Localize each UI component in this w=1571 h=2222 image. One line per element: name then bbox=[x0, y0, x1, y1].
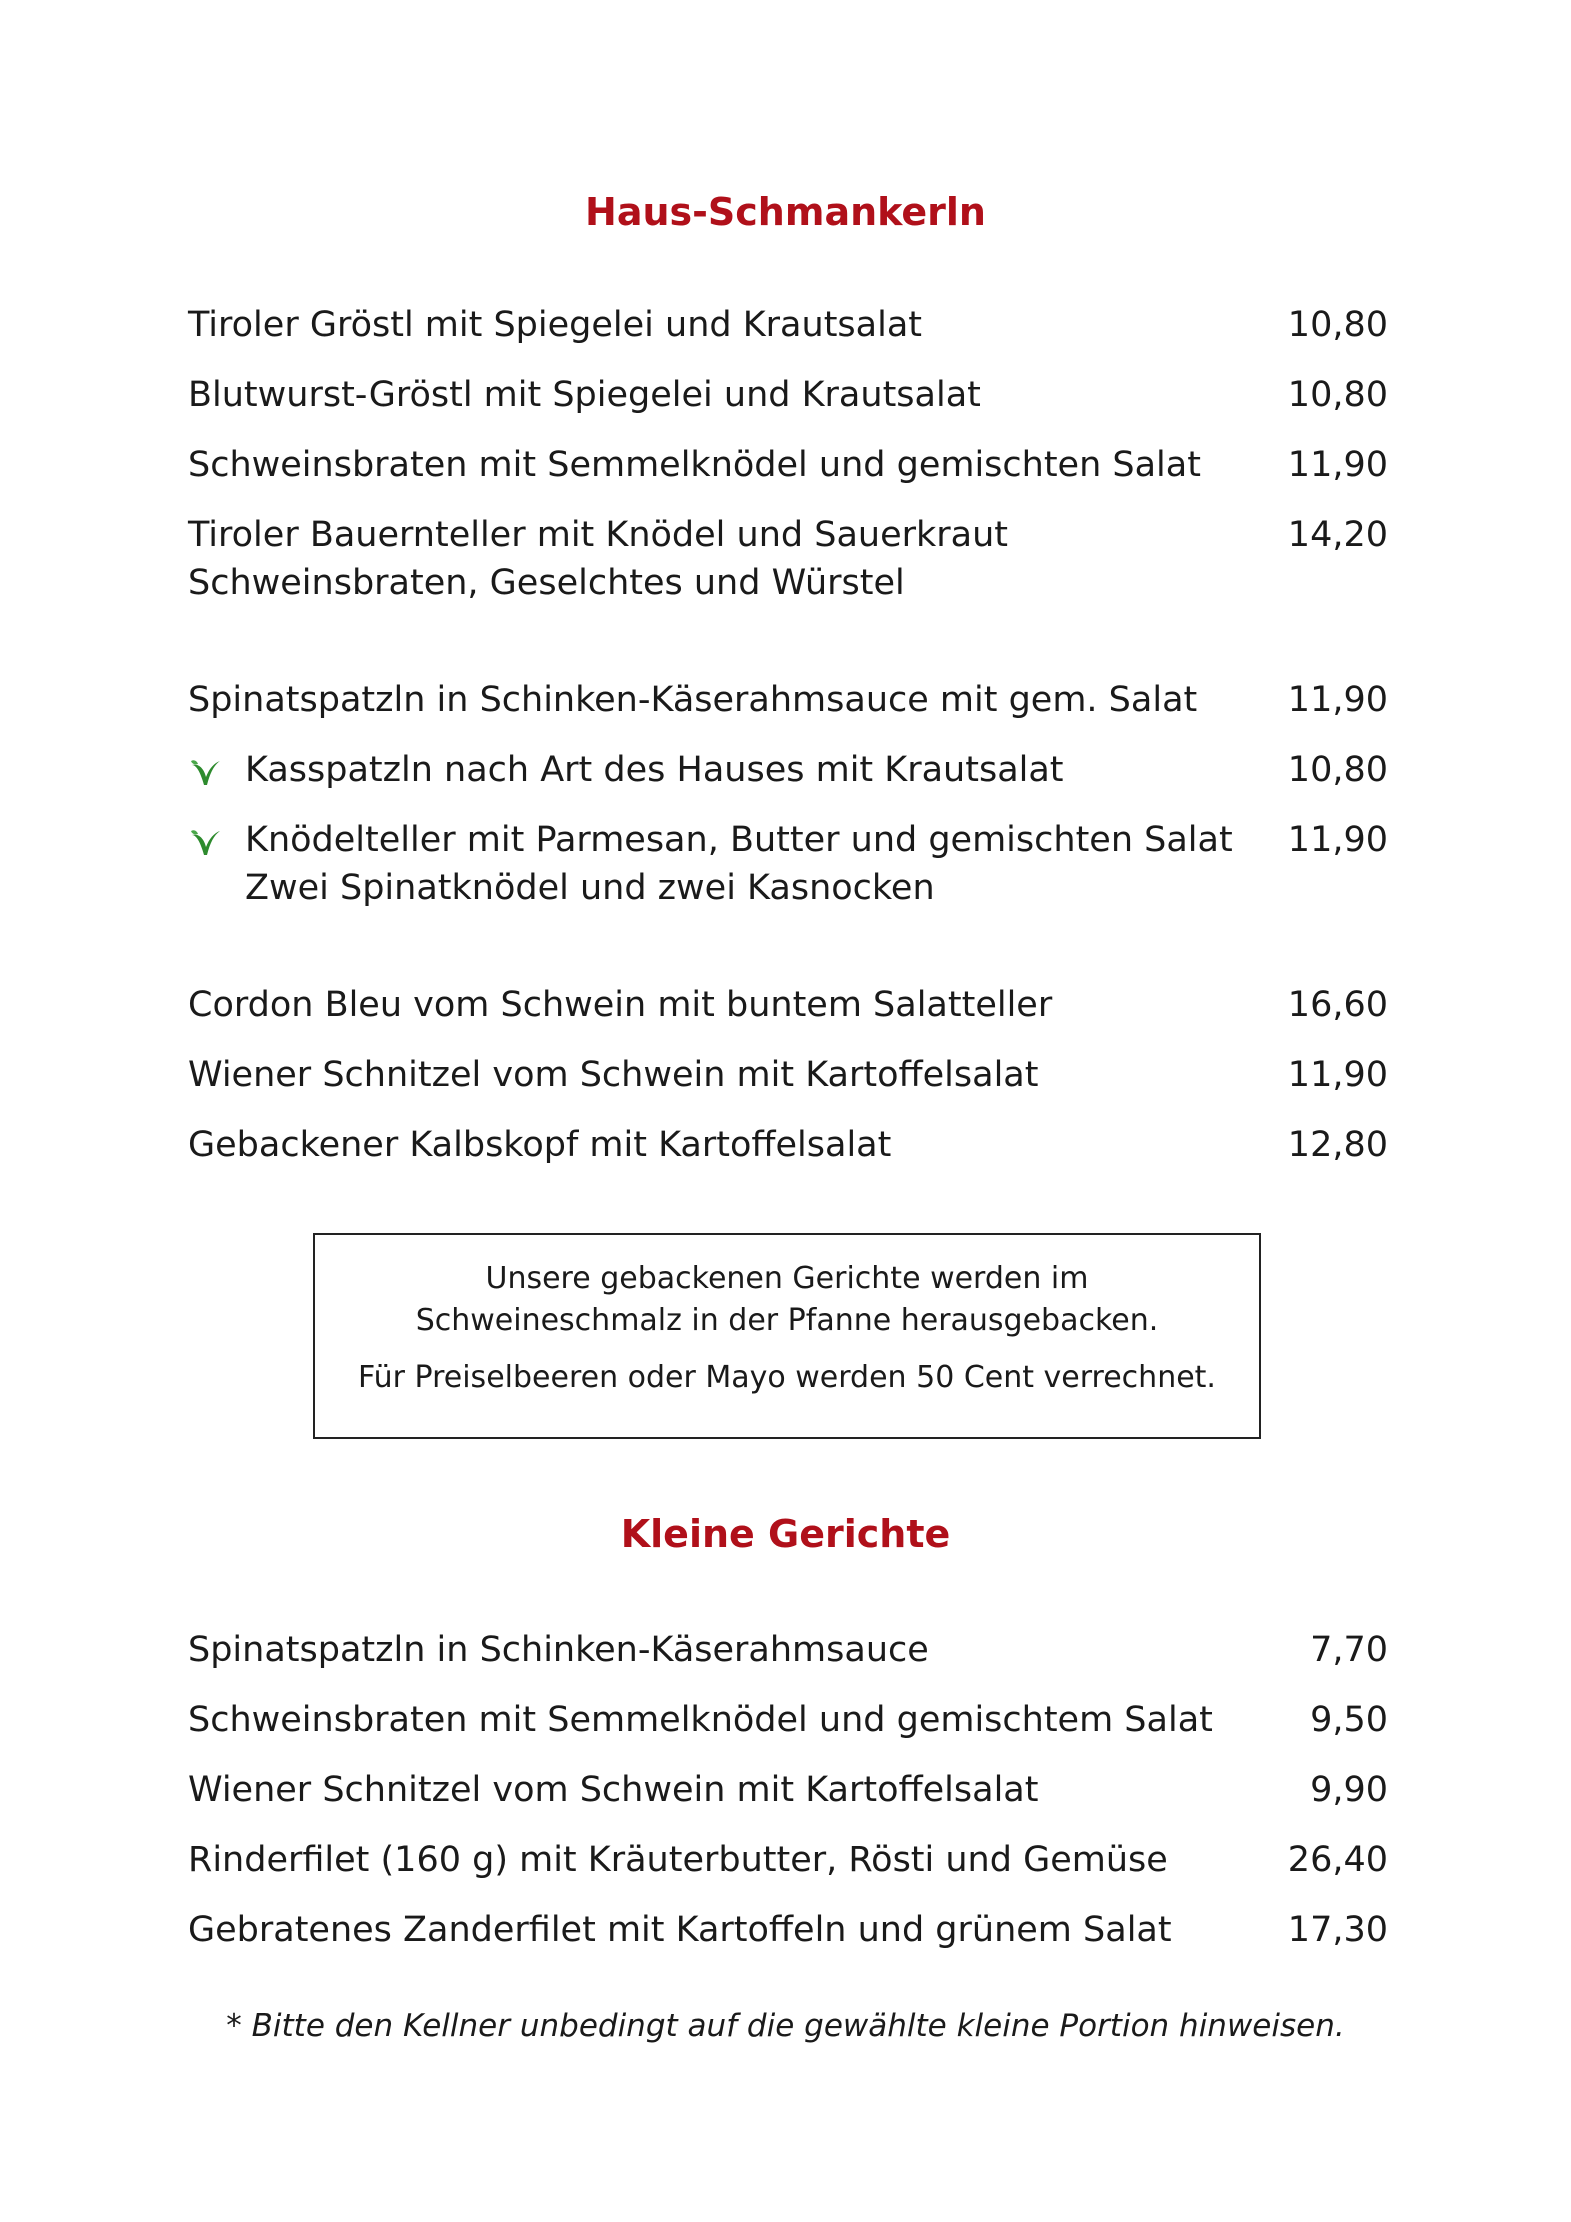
menu-item-price: 10,80 bbox=[1287, 305, 1388, 345]
section-title: Haus-Schmankerln bbox=[585, 190, 986, 234]
menu-item-price: 11,90 bbox=[1287, 680, 1388, 720]
leaf-icon bbox=[188, 825, 224, 861]
menu-item-description: Schweinsbraten, Geselchtes und Würstel bbox=[188, 563, 905, 603]
info-box-line: Unsere gebackenen Gerichte werden im bbox=[485, 1261, 1089, 1296]
info-box-line: Für Preiselbeeren oder Mayo werden 50 Cent verrechnet. bbox=[358, 1360, 1216, 1395]
menu-item-name: Wiener Schnitzel vom Schwein mit Kartoffelsalat bbox=[188, 1055, 1039, 1095]
menu-item bbox=[188, 1835, 1388, 1885]
menu-item bbox=[188, 675, 1388, 725]
menu-item-name: Rinderfilet (160 g) mit Kräuterbutter, Rösti und Gemüse bbox=[188, 1840, 1168, 1880]
menu-item-name: Wiener Schnitzel vom Schwein mit Kartoffelsalat bbox=[188, 1770, 1039, 1810]
menu-item bbox=[188, 815, 1388, 908]
menu-item-description: Zwei Spinatknödel und zwei Kasnocken bbox=[245, 868, 935, 908]
menu-item bbox=[188, 1050, 1388, 1100]
menu-item bbox=[188, 300, 1388, 350]
menu-item-price: 11,90 bbox=[1287, 1055, 1388, 1095]
menu-item bbox=[188, 980, 1388, 1030]
info-box bbox=[313, 1233, 1261, 1439]
menu-item bbox=[188, 1120, 1388, 1170]
menu-item bbox=[188, 1905, 1388, 1955]
menu-item-price: 14,20 bbox=[1287, 515, 1388, 555]
menu-item-name: Schweinsbraten mit Semmelknödel und gemischten Salat bbox=[188, 445, 1201, 485]
menu-item-price: 11,90 bbox=[1287, 445, 1388, 485]
menu-item bbox=[188, 510, 1388, 603]
menu-item-price: 11,90 bbox=[1287, 820, 1388, 860]
menu-item-price: 16,60 bbox=[1287, 985, 1388, 1025]
menu-item bbox=[188, 1765, 1388, 1815]
menu-item-price: 12,80 bbox=[1287, 1125, 1388, 1165]
menu-item-price: 10,80 bbox=[1287, 375, 1388, 415]
menu-item-name: Blutwurst-Gröstl mit Spiegelei und Krautsalat bbox=[188, 375, 981, 415]
menu-item-name: Kasspatzln nach Art des Hauses mit Krautsalat bbox=[245, 750, 1064, 790]
menu-item-price: 7,70 bbox=[1310, 1630, 1388, 1670]
menu-item-price: 17,30 bbox=[1287, 1910, 1388, 1950]
menu-item-name: Tiroler Bauernteller mit Knödel und Sauerkraut bbox=[188, 515, 1009, 555]
section-title: Kleine Gerichte bbox=[620, 1512, 951, 1556]
menu-item-price: 9,50 bbox=[1310, 1700, 1388, 1740]
menu-item-name: Spinatspatzln in Schinken-Käserahmsauce bbox=[188, 1630, 929, 1670]
menu-item bbox=[188, 745, 1388, 795]
menu-item-price: 9,90 bbox=[1310, 1770, 1388, 1810]
menu-item bbox=[188, 1695, 1388, 1745]
menu-item-price: 10,80 bbox=[1287, 750, 1388, 790]
menu-item-name: Knödelteller mit Parmesan, Butter und gemischten Salat bbox=[245, 820, 1233, 860]
menu-item-name: Gebackener Kalbskopf mit Kartoffelsalat bbox=[188, 1125, 892, 1165]
menu-item-name: Schweinsbraten mit Semmelknödel und gemischtem Salat bbox=[188, 1700, 1213, 1740]
menu-item bbox=[188, 1625, 1388, 1675]
menu-item-price: 26,40 bbox=[1287, 1840, 1388, 1880]
menu-item bbox=[188, 370, 1388, 420]
menu-item-name: Gebratenes Zanderfilet mit Kartoffeln und grünem Salat bbox=[188, 1910, 1172, 1950]
leaf-icon bbox=[188, 755, 224, 791]
menu-item-name: Cordon Bleu vom Schwein mit buntem Salatteller bbox=[188, 985, 1053, 1025]
menu-item bbox=[188, 440, 1388, 490]
info-box-line: Schweineschmalz in der Pfanne herausgebacken. bbox=[415, 1303, 1159, 1338]
menu-item-name: Spinatspatzln in Schinken-Käserahmsauce mit gem. Salat bbox=[188, 680, 1198, 720]
footnote: * Bitte den Kellner unbedingt auf die gewählte kleine Portion hinweisen. bbox=[226, 2008, 1345, 2044]
menu-item-name: Tiroler Gröstl mit Spiegelei und Krautsalat bbox=[188, 305, 922, 345]
